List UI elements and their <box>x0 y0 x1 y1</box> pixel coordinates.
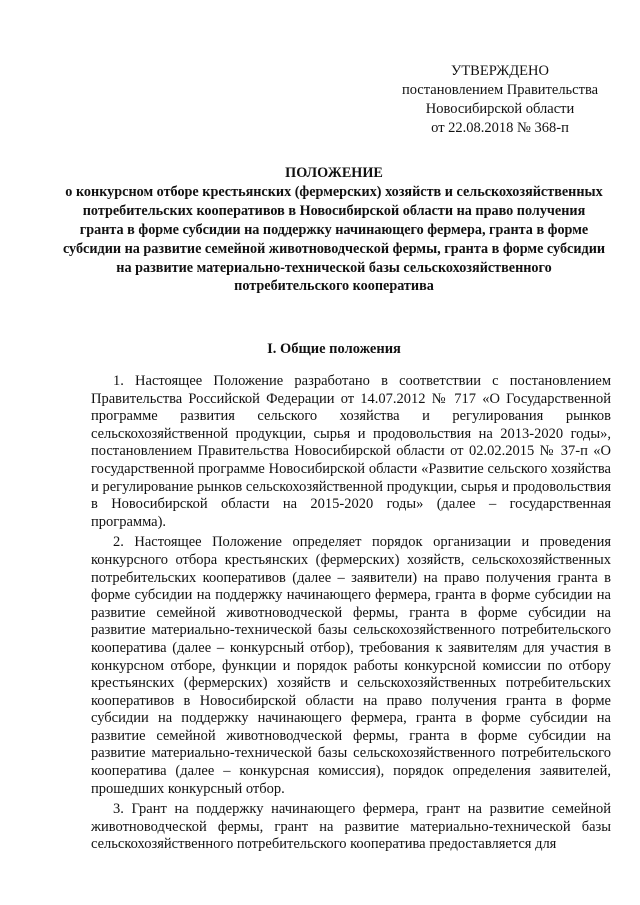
approval-issuer: постановлением Правительства <box>401 82 599 98</box>
document-subtitle: о конкурсном отборе крестьянских (фермерских) хозяйств и сельскохозяйственных потребительских кооперативов в Новосибирской области на право получения гранта в форме субсидии на поддержку начинающего фермера, гранта в форме субсидии на развитие семейной животноводческой фермы, гранта в форме субсидии на развитие материально-технической базы сельскохозяйственного потребительского кооператива <box>62 183 606 295</box>
approval-stamp <box>380 62 620 138</box>
approval-date-number: от 22.08.2018 № 368-п <box>431 120 569 136</box>
section-heading: I. Общие положения <box>267 341 401 357</box>
document-title <box>60 164 608 296</box>
paragraph-2: 2. Настоящее Положение определяет порядок организации и проведения конкурсного отбора крестьянских (фермерских) хозяйств, сельскохозяйственных потребительских кооперативов (далее – заявители) на право получения гранта в форме субсидии на поддержку начинающего фермера, гранта в форме субсидии на развитие семейной животноводческой фермы, гранта в форме субсидии на развитие материально-технической базы сельскохозяйственного потребительского кооператива (далее – конкурсный отбор), требования к заявителям для участия в конкурсном отборе, функции и порядок работы конкурсной комиссии по отбору крестьянских (фермерских) хозяйств и сельскохозяйственных потребительских кооперативов в Новосибирской области на право получения гранта в форме субсидии на поддержку начинающего фермера, гранта в форме субсидии на развитие семейной животноводческой фермы, гранта в форме субсидии на развитие материально-технической базы сельскохозяйственного потребительского кооператива (далее – конкурсная комиссия), порядок определения заявителей, прошедших конкурсный отбор. <box>91 534 611 797</box>
paragraph-3: 3. Грант на поддержку начинающего фермера, грант на развитие семейной животноводческой фермы, грант на развитие материально-технической базы сельскохозяйственного потребительского кооператива предоставляется для <box>91 801 611 853</box>
approval-region: Новосибирской области <box>425 101 575 117</box>
paragraph-1: 1. Настоящее Положение разработано в соответствии с постановлением Правительства Российской Федерации от 14.07.2012 № 717 «О Государственной программе развития сельского хозяйства и регулирования рынков сельскохозяйственной продукции, сырья и продовольствия на 2013-2020 годы», постановлением Правительства Новосибирской области от 02.02.2015 № 37-п «О государственной программе Новосибирской области «Развитие сельского хозяйства и регулирование рынков сельскохозяйственной продукции, сырья и продовольствия в Новосибирской области на 2015-2020 годы» (далее – государственная программа). <box>91 373 611 530</box>
document-heading: ПОЛОЖЕНИЕ <box>285 165 383 181</box>
approval-title: УТВЕРЖДЕНО <box>451 63 549 79</box>
document-body <box>91 373 611 857</box>
